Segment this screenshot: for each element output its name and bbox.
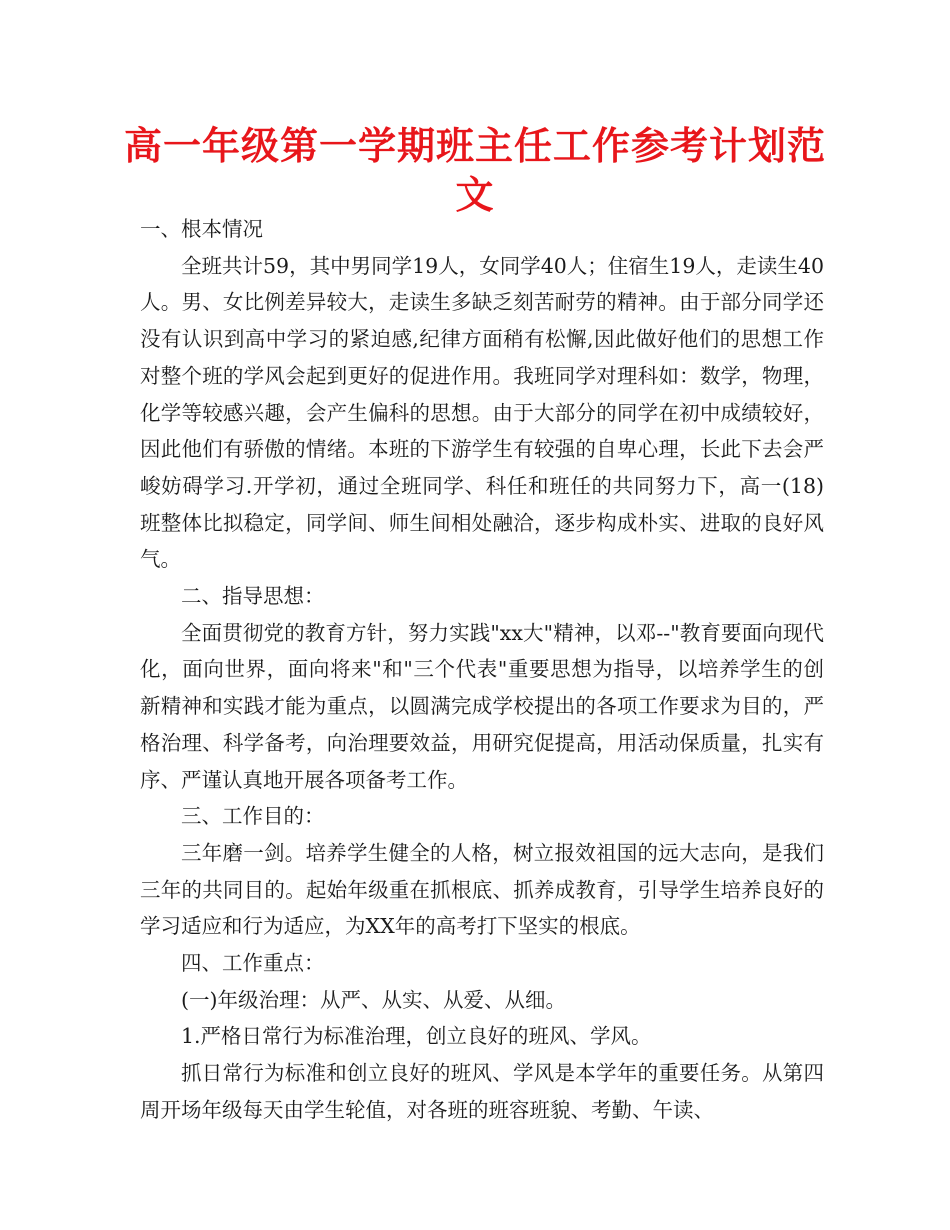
document-body [140, 211, 824, 1129]
section-heading-work-focus: 四、工作重点： [181, 951, 325, 976]
document-title: 高一年级第一学期班主任工作参考计划范文 [123, 124, 826, 217]
subheading-daily-behavior: 1.严格日常行为标准治理，创立良好的班风、学风。 [181, 1024, 652, 1049]
section-heading-guiding-ideology: 二、指导思想： [181, 584, 325, 609]
section-heading-work-goals: 三、工作目的： [181, 804, 325, 829]
paragraph-daily-behavior: 抓日常行为标准和创立良好的班风、学风是本学年的重要任务。从第四周开场年级每天由学生轮值，对各班的班容班貌、考勤、午读、 [140, 1061, 824, 1122]
paragraph-work-goals: 三年磨一剑。培养学生健全的人格，树立报效祖国的远大志向，是我们三年的共同目的。起始年级重在抓根底、抓养成教育，引导学生培养良好的学习适应和行为适应，为XX年的高考打下坚实的根底。 [140, 840, 824, 939]
subheading-grade-management: (一)年级治理：从严、从实、从爱、从细。 [181, 987, 566, 1012]
paragraph-guiding-ideology: 全面贯彻党的教育方针，努力实践"xx大"精神，以邓--"教育要面向现代化，面向世界，面向将来"和"三个代表"重要思想为指导，以培养学生的创新精神和实践才能为重点，以圆满完成学校提出的各项工作要求为目的，严格治理、科学备考，向治理要效益，用研究促提高，用活动保质量，扎实有序、严谨认真地开展各项备考工作。 [140, 620, 824, 792]
section-heading-basic-situation: 一、根本情况 [140, 217, 263, 241]
paragraph-basic-situation: 全班共计59，其中男同学19人，女同学40人；住宿生19人，走读生40人。男、女比例差异较大，走读生多缺乏刻苦耐劳的精神。由于部分同学还没有认识到高中学习的紧迫感,纪律方面稍有松懈,因此做好他们的思想工作对整个班的学风会起到更好的促进作用。我班同学对理科如：数学，物理，化学等较感兴趣，会产生偏科的思想。由于大部分的同学在初中成绩较好，因此他们有骄傲的情绪。本班的下游学生有较强的自卑心理，长此下去会严峻妨碍学习.开学初，通过全班同学、科任和班任的共同努力下，高一(18)班整体比拟稳定，同学间、师生间相处融洽，逐步构成朴实、进取的良好风气。 [140, 253, 824, 572]
